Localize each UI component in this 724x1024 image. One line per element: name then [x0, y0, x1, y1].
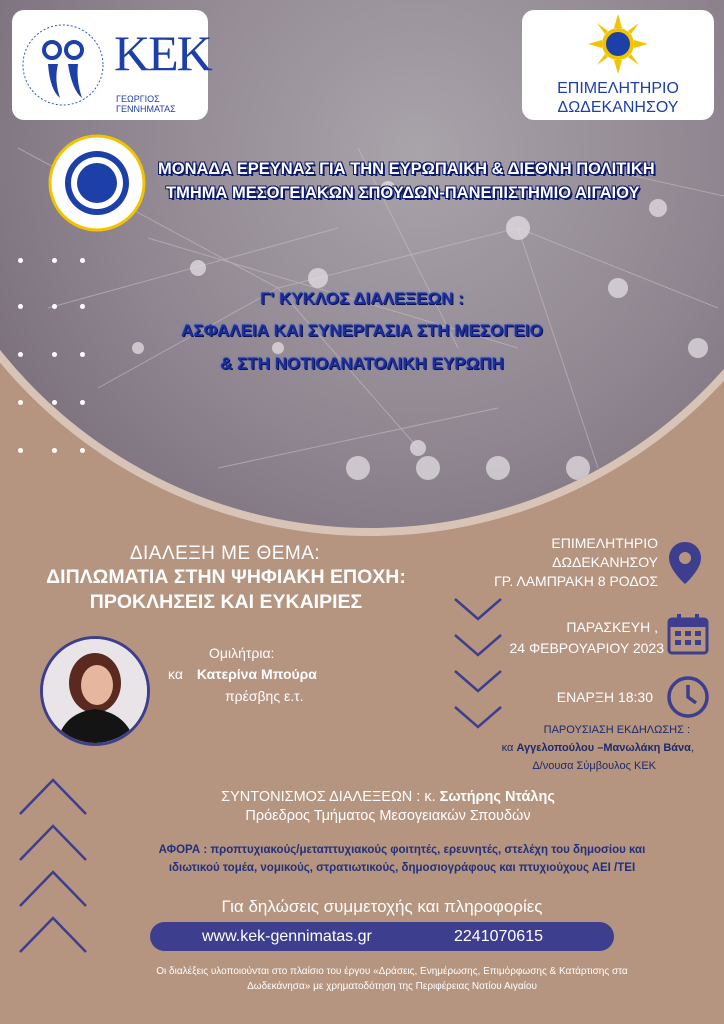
speaker-title: πρέσβης ε.τ. — [225, 688, 304, 704]
location-pin-icon — [667, 540, 703, 586]
start-time: ΕΝΑΡΞΗ 18:30 — [556, 689, 653, 705]
university-line2: ΤΜΗΜΑ ΜΕΣΟΓΕΙΑΚΩΝ ΣΠΟΥΔΩΝ-ΠΑΝΕΠΙΣΤΗΜΙΟ ΑΙΓΑΙΟΥ — [166, 184, 640, 202]
lecture-intro: ΔΙΑΛΕΞΗ ΜΕ ΘΕΜΑ: — [129, 543, 321, 564]
contact-phone[interactable]: 2241070615 — [454, 928, 543, 945]
coordination-label: ΣΥΝΤΟΝΙΣΜΟΣ ΔΙΑΛΕΞΕΩΝ : κ. — [221, 789, 436, 805]
owl-logo-icon — [20, 20, 106, 110]
contact-heading: Για δηλώσεις συμμετοχής και πληροφορίες — [221, 897, 543, 916]
contact-website[interactable]: www.kek-gennimatas.gr — [202, 928, 372, 945]
presentation-line: κα Αγγελοπούλου –Μανωλάκη Βάνα, — [501, 742, 694, 754]
clock-icon — [666, 675, 710, 719]
audience-line2: ιδιωτικού τομέα, νομικούς, στρατιωτικούς, δημοσιογράφους και πτυχιούχους ΑΕΙ /ΤΕΙ — [168, 862, 636, 874]
coordination-line — [0, 789, 724, 805]
coordination-role: Πρόεδρος Τμήματος Μεσογειακών Σπουδών — [245, 808, 531, 824]
date-line1: ΠΑΡΑΣΚΕΥΗ , — [566, 619, 658, 635]
footer-line1: Οι διαλέξεις υλοποιούνται στο πλαίσιο του έργου «Δράσεις, Ενημέρωσης, Επιμόρφωσης & Κατάρτισης στα — [156, 966, 628, 977]
chamber-logo — [522, 10, 714, 120]
kek-logo-name: ΚΕΚ — [114, 25, 211, 81]
speaker-prefix: κα — [168, 666, 183, 682]
cycle-title-line3: & ΣΤΗ ΝΟΤΙΟΑΝΑΤΟΛΙΚΗ ΕΥΡΩΠΗ — [220, 354, 504, 373]
calendar-icon — [666, 612, 710, 656]
speaker-name: Κατερίνα Μπούρα — [196, 666, 317, 682]
university-seal-icon — [48, 134, 146, 232]
lecture-title-line2: ΠΡΟΚΛΗΣΕΙΣ ΚΑΙ ΕΥΚΑΙΡΙΕΣ — [89, 591, 363, 613]
chamber-logo-line2: ΔΩΔΕΚΑΝΗΣΟΥ — [557, 99, 679, 116]
speaker-photo — [40, 636, 150, 746]
sun-seal-icon — [588, 14, 648, 74]
chevron-down-decoration — [453, 595, 503, 740]
audience-line1: ΑΦΟΡΑ : προπτυχιακούς/μεταπτυχιακούς φοιτητές, ερευνητές, στελέχη του δημοσίου και — [158, 844, 646, 856]
venue-line2: ΔΩΔΕΚΑΝΗΣΟΥ — [552, 554, 658, 570]
presentation-role: Δ/νουσα Σύμβουλος ΚΕΚ — [532, 760, 656, 772]
speaker-role: Ομιλήτρια: — [209, 645, 275, 661]
kek-logo-subtitle: ΓΕΩΡΓΙΟΣ ΓΕΝΝΗΜΑΤΑΣ — [116, 94, 176, 114]
coordination-name: Σωτήρης Ντάλης — [439, 789, 555, 805]
venue-line1: ΕΠΙΜΕΛΗΤΗΡΙΟ — [551, 535, 658, 551]
speaker-line — [168, 666, 317, 682]
venue-line3: ΓΡ. ΛΑΜΠΡΑΚΗ 8 ΡΟΔΟΣ — [494, 573, 658, 589]
cycle-title-line2: ΑΣΦΑΛΕΙΑ ΚΑΙ ΣΥΝΕΡΓΑΣΙΑ ΣΤΗ ΜΕΣΟΓΕΙΟ — [181, 321, 543, 340]
lecture-title-line1: ΔΙΠΛΩΜΑΤΙΑ ΣΤΗΝ ΨΗΦΙΑΚΗ ΕΠΟΧΗ: — [46, 566, 406, 588]
presentation-label: ΠΑΡΟΥΣΙΑΣΗ ΕΚΔΗΛΩΣΗΣ : — [543, 724, 690, 736]
kek-logo — [12, 10, 211, 120]
date-line2: 24 ΦΕΒΡΟΥΑΡΙΟΥ 2023 — [509, 640, 664, 656]
footer-line2: Δωδεκάνησα» με χρηματοδότηση της Περιφέρειας Νοτίου Αιγαίου — [247, 981, 537, 992]
presentation-prefix: κα — [501, 742, 514, 754]
presentation-name: Αγγελοπούλου –Μανωλάκη Βάνα — [516, 742, 691, 754]
university-line1: ΜΟΝΑΔΑ ΕΡΕΥΝΑΣ ΓΙΑ ΤΗΝ ΕΥΡΩΠΑΙΚΗ & ΔΙΕΘΝΗ ΠΟΛΙΤΙΚΗ — [158, 160, 655, 178]
cycle-title-line1: Γ' ΚΥΚΛΟΣ ΔΙΑΛΕΞΕΩΝ : — [260, 289, 464, 308]
chamber-logo-line1: ΕΠΙΜΕΛΗΤΗΡΙΟ — [557, 80, 679, 97]
